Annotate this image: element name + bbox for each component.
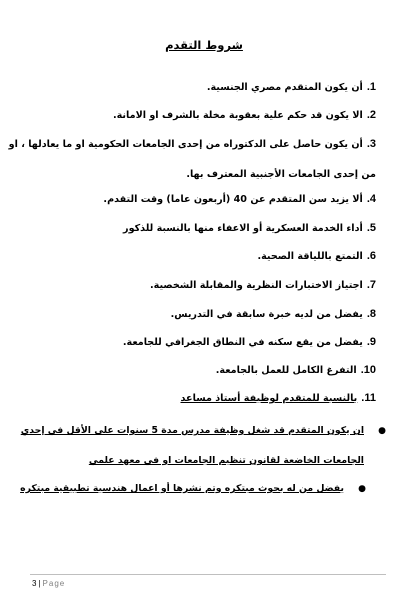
footer-divider: [30, 574, 386, 575]
list-item: [6, 384, 376, 413]
item-text: التفرغ الكامل للعمل بالجامعة.: [215, 365, 357, 376]
item-text: يفضل من لديه خبرة سابقة في التدريس.: [170, 309, 363, 320]
page-number: 3: [32, 579, 37, 588]
bullet-item: [18, 416, 386, 476]
item-text: أداء الخدمة العسكرية أو الاعفاء منها بالنسبة للذكور: [123, 223, 363, 234]
list-item: [6, 300, 376, 329]
item-text: بالنسبة للمتقدم لوظيفة أستاذ مساعد: [180, 393, 358, 404]
page-footer: [32, 579, 65, 588]
bullet-text: ان يكون المتقدم قد شغل وظيفة مدرس مدة 5 سنوات على الأقل في إحدي الجامعات الخاضعة لقانون تنظيم الجامعات او في معهد علمي: [20, 425, 364, 466]
list-item: [6, 242, 376, 271]
item-text: أن يكون حاصل على الدكتوراه من إحدى الجامعات الحكومية او ما يعادلها ، او من إحدى الجامعات الأجنبية المعترف بها.: [8, 139, 376, 180]
item-number: 11.: [361, 392, 376, 404]
list-item: [6, 73, 376, 102]
list-item: [6, 129, 376, 190]
bullet-item: [18, 474, 366, 504]
footer-separator: |: [38, 579, 41, 588]
list-item: [6, 214, 376, 243]
item-number: 3.: [366, 138, 376, 150]
list-item: [6, 185, 376, 214]
page-title: شروط التقدم: [165, 38, 243, 52]
item-text: اجتياز الاختبارات النظرية والمقابلة الشخصية.: [149, 280, 363, 291]
item-number: 6.: [366, 250, 376, 262]
item-number: 7.: [366, 279, 376, 291]
item-number: 9.: [366, 336, 376, 348]
item-number: 2.: [366, 109, 376, 121]
item-number: 1.: [366, 81, 376, 93]
item-text: التمتع باللياقة الصحية.: [257, 251, 363, 262]
item-number: 8.: [366, 308, 376, 320]
item-number: 4.: [366, 193, 376, 205]
bullet-icon: ●: [358, 484, 366, 494]
page-label: Page: [42, 579, 66, 588]
item-number: 10.: [360, 364, 376, 376]
list-item: [6, 101, 376, 130]
item-text: يفضل من يقع سكنه في النطاق الجغرافي للجامعة.: [122, 337, 363, 348]
list-item: [6, 356, 376, 385]
item-number: 5.: [366, 222, 376, 234]
list-item: [6, 271, 376, 300]
item-text: الا يكون قد حكم علية بعقوبة مخلة بالشرف او الامانة.: [112, 110, 363, 121]
bullet-icon: ●: [378, 426, 386, 436]
bullet-text: يفضل من له بحوث مبتكره وتم نشرها أو اعمال هندسية تطبيقية مبتكره: [20, 483, 344, 494]
item-text: ألا يزيد سن المتقدم عن 40 (أربعون عاما) وقت التقدم.: [103, 194, 363, 205]
item-text: أن يكون المتقدم مصري الجنسية.: [206, 82, 363, 93]
list-item: [6, 328, 376, 357]
